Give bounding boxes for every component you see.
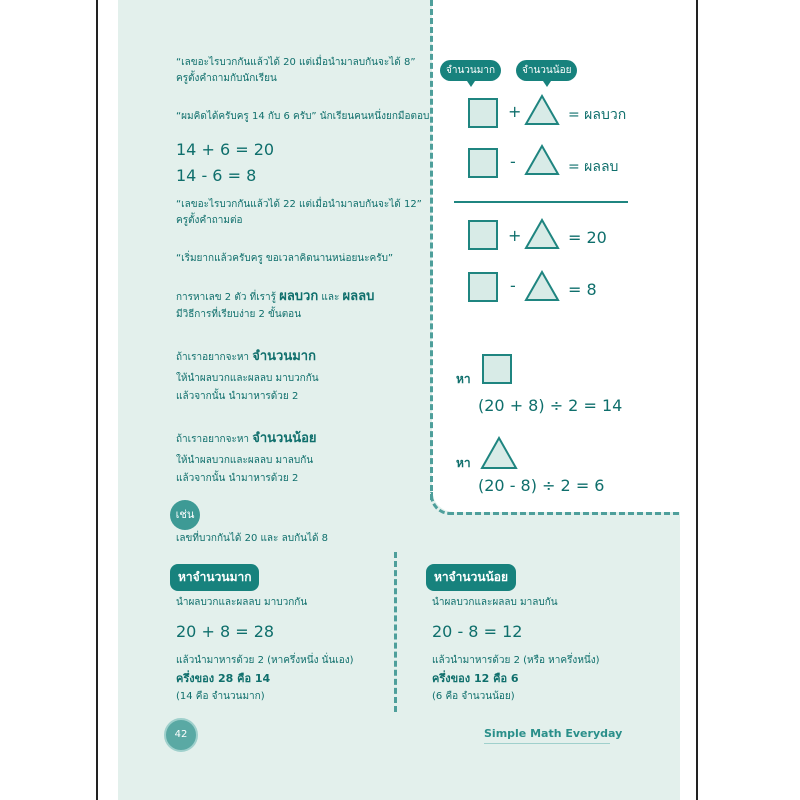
label-sum: = ผลบวก <box>568 107 627 123</box>
book-page <box>118 0 680 800</box>
tag-big-number: จำนวนมาก <box>440 60 501 81</box>
find-small-word: จำนวนน้อย <box>252 431 317 446</box>
find-big-prefix: ถ้าเราอยากจะหา <box>176 352 250 363</box>
plus-sign: + <box>508 102 522 121</box>
question-1-note: ครูตั้งคำถามกับนักเรียน <box>176 73 277 84</box>
panel-border-vertical <box>430 0 433 500</box>
find-big-title: หาจำนวนมาก <box>170 564 259 591</box>
answer-2: “เริ่มยากแล้วครับครู ขอเวลาคิดนานหน่อยนะครับ” <box>176 253 394 264</box>
box-big-result: ครึ่งของ 28 คือ 14 <box>176 672 271 685</box>
footer-underline <box>484 743 610 744</box>
method-steps: มีวิธีการที่เรียบง่าย 2 ขั้นตอน <box>176 309 302 320</box>
tag-small-number: จำนวนน้อย <box>516 60 577 81</box>
square-icon <box>468 220 498 250</box>
find-small-step1: ให้นำผลบวกและผลลบ มาลบกัน <box>176 455 314 466</box>
find-small-title: หาจำนวนน้อย <box>426 564 516 591</box>
panel-border-horizontal <box>448 512 680 515</box>
find-big-step1: ให้นำผลบวกและผลลบ มาบวกกัน <box>176 373 319 384</box>
equation-sum: 14 + 6 = 20 <box>176 140 275 159</box>
triangle-icon <box>524 218 560 250</box>
triangle-icon <box>480 436 518 470</box>
find-small-step2: แล้วจากนั้น นำมาหารด้วย 2 <box>176 473 299 484</box>
calc-big: (20 + 8) ÷ 2 = 14 <box>478 396 623 415</box>
question-1: “เลขอะไรบวกกันแล้วได้ 20 แต่เมื่อนำมาลบกันจะได้ 8” <box>176 57 416 68</box>
plus-sign: + <box>508 226 522 245</box>
page-frame-right <box>696 0 698 800</box>
box-big-step1: นำผลบวกและผลลบ มาบวกกัน <box>176 597 308 608</box>
find-big-word: จำนวนมาก <box>252 349 316 364</box>
page-frame-left <box>96 0 98 800</box>
method-sum-word: ผลบวก <box>279 289 319 304</box>
box-small-equation: 20 - 8 = 12 <box>432 622 523 641</box>
method-intro <box>176 290 374 305</box>
find-triangle-label: หา <box>456 456 471 470</box>
find-small-prefix: ถ้าเราอยากจะหา <box>176 434 250 445</box>
example-badge: เช่น <box>170 500 200 530</box>
square-icon <box>468 272 498 302</box>
divider-line <box>454 201 628 203</box>
method-and: และ <box>321 292 340 303</box>
square-icon <box>482 354 512 384</box>
triangle-icon <box>524 94 560 126</box>
column-divider <box>394 552 397 712</box>
value-20: = 20 <box>568 228 607 247</box>
triangle-icon <box>524 144 560 176</box>
find-small-line <box>176 432 317 447</box>
box-big-step2: แล้วนำมาหารด้วย 2 (หาครึ่งหนึ่ง นั่นเอง) <box>176 655 354 666</box>
method-text: การหาเลข 2 ตัว ที่เรารู้ <box>176 292 277 303</box>
page-number: 42 <box>164 718 198 752</box>
value-8: = 8 <box>568 280 597 299</box>
square-icon <box>468 148 498 178</box>
minus-sign: - <box>510 276 516 295</box>
example-description: เลขที่บวกกันได้ 20 และ ลบกันได้ 8 <box>176 533 329 544</box>
find-big-step2: แล้วจากนั้น นำมาหารด้วย 2 <box>176 391 299 402</box>
box-small-result: ครึ่งของ 12 คือ 6 <box>432 672 519 685</box>
find-square-label: หา <box>456 372 471 386</box>
answer-1: “ผมคิดได้ครับครู 14 กับ 6 ครับ” นักเรียนคนหนึ่งยกมือตอบ <box>176 111 430 122</box>
calc-small: (20 - 8) ÷ 2 = 6 <box>478 476 605 495</box>
method-diff-word: ผลลบ <box>342 289 375 304</box>
box-big-equation: 20 + 8 = 28 <box>176 622 275 641</box>
box-small-step2: แล้วนำมาหารด้วย 2 (หรือ หาครึ่งหนึ่ง) <box>432 655 600 666</box>
triangle-icon <box>524 270 560 302</box>
box-big-note: (14 คือ จำนวนมาก) <box>176 691 265 702</box>
minus-sign: - <box>510 152 516 171</box>
find-big-line <box>176 350 316 365</box>
equation-diff: 14 - 6 = 8 <box>176 166 257 185</box>
question-2: “เลขอะไรบวกกันแล้วได้ 22 แต่เมื่อนำมาลบกันจะได้ 12” <box>176 199 422 210</box>
book-title: Simple Math Everyday <box>484 727 623 740</box>
box-small-step1: นำผลบวกและผลลบ มาลบกัน <box>432 597 558 608</box>
box-small-note: (6 คือ จำนวนน้อย) <box>432 691 515 702</box>
square-icon <box>468 98 498 128</box>
label-diff: = ผลลบ <box>568 159 619 175</box>
question-2-note: ครูตั้งคำถามต่อ <box>176 215 243 226</box>
